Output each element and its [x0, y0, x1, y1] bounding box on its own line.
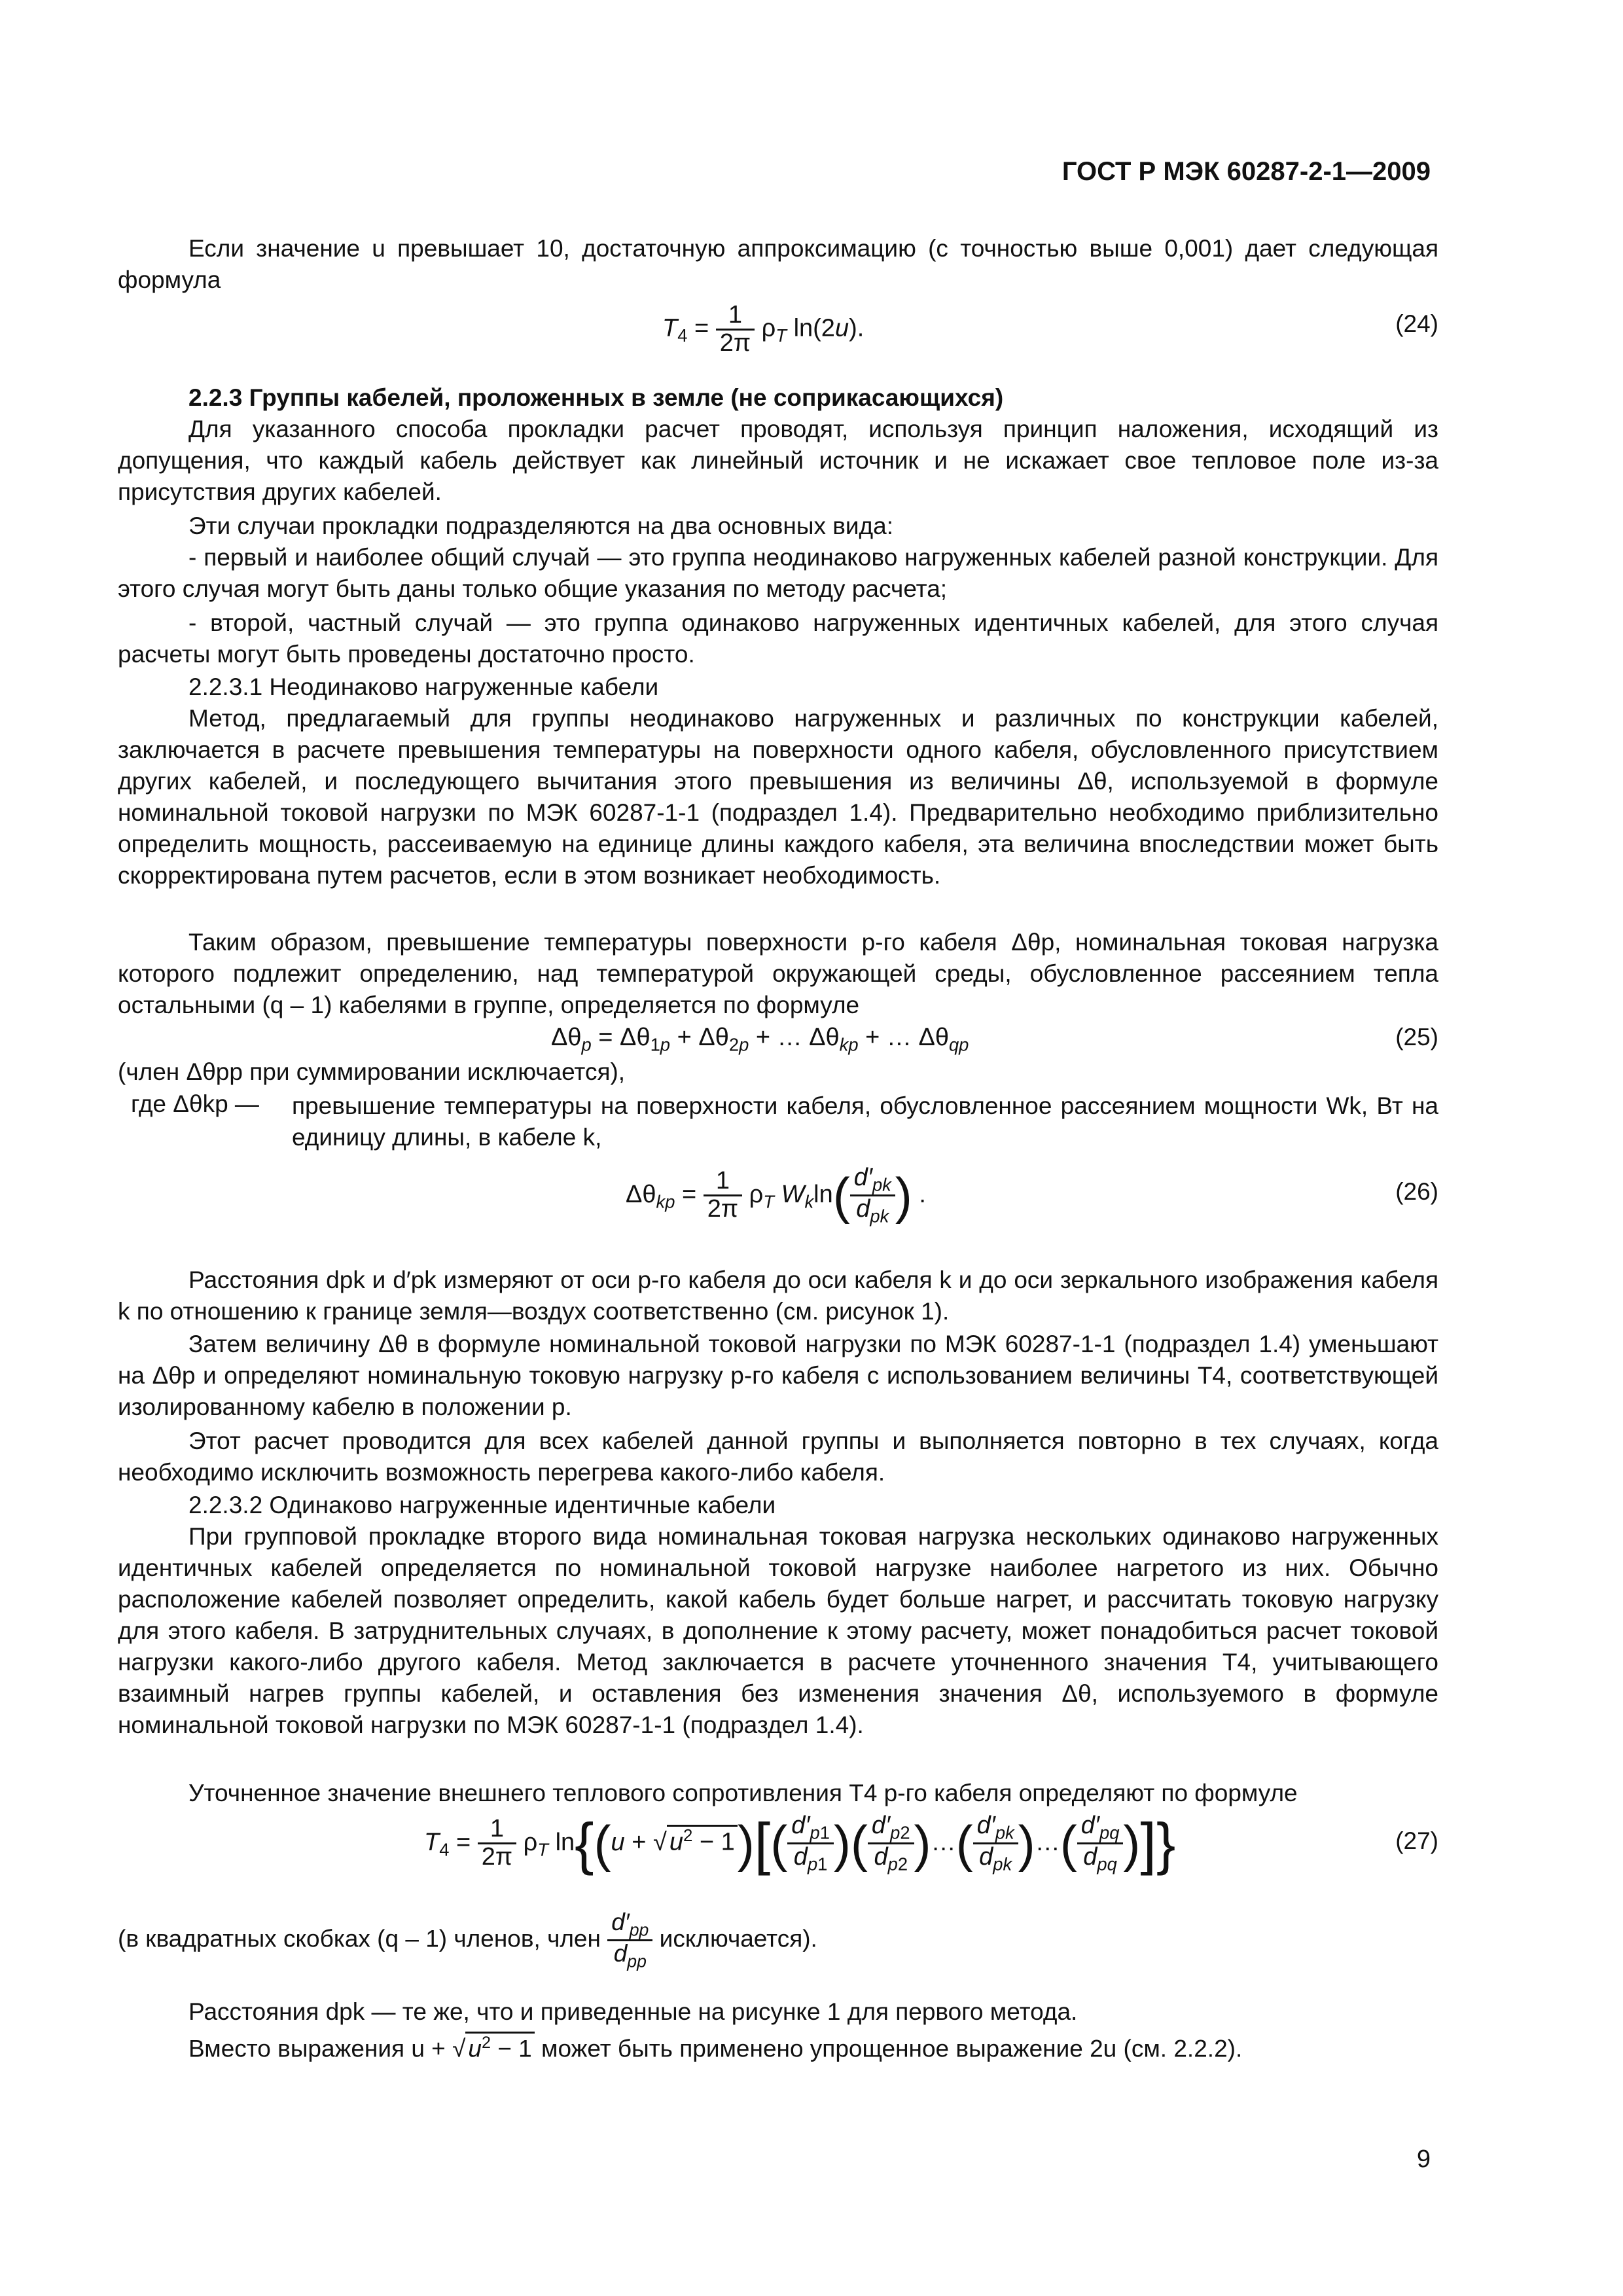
document-header: ГОСТ Р МЭК 60287-2-1—2009 [1061, 157, 1431, 186]
paragraph-simplified: Вместо выражения u + √ $u^2 - 1$ может быть применено упрощенное выражение 2u (см. 2.2.2). [188, 2032, 1242, 2062]
equation-number-26: (26) [1395, 1178, 1438, 1205]
brackets-note-end: исключается). [659, 1925, 817, 1952]
formula-26: $\Delta\theta_{kp}$ = $\frac{1}{2\pi}$ $\rho_T$ $W_k\ln$( $\frac{d'_{pk}}{d_{pk}}$ ) . [626, 1164, 926, 1227]
page-number: 9 [1416, 2145, 1431, 2173]
simplified-end: может быть применено упрощенное выражение 2u (см. 2.2.2). [541, 2035, 1243, 2062]
section-heading-2-2-3-2: 2.2.3.2 Одинаково нагруженные идентичные кабели [188, 1492, 776, 1518]
paragraph-repeat: Этот расчет проводится для всех кабелей данной группы и выполняется повторно в тех случаях, когда необходимо исключить возможность перегрева какого-либо кабеля. [118, 1427, 1438, 1486]
paragraph-member-excluded: (член Δθpp при суммировании исключается), [118, 1058, 626, 1085]
paragraph-distances-same: Расстояния dpk — те же, что и приведенные на рисунке 1 для первого метода. [188, 1998, 1078, 2025]
paragraph-case-1: - первый и наиболее общий случай — это группа неодинаково нагруженных кабелей разной конструкции. Для этого случая могут быть даны только общие указания по методу расчета; [118, 544, 1438, 602]
equation-number-24: (24) [1395, 310, 1438, 337]
paragraph-cases: Эти случаи прокладки подразделяются на два основных вида: [188, 512, 893, 539]
formula-27: $T_4$ = $\frac{1}{2\pi}$ $\rho_T$ ln{(u + √ $u^2 - 1$)[( $\frac{d'_{p1}}{d_{p1}}$ )( $\frac{d'_{p2}}{d_{p2}}$ )…( $\frac{d'_{pk}}{d_{pk}}$ )…( $\frac{d'_{pq}}{d_{pq}}$ )]} [424, 1810, 1176, 1876]
equation-number-25: (25) [1395, 1024, 1438, 1050]
paragraph-intro: Если значение u превышает 10, достаточную аппроксимацию (с точностью выше 0,001) дает следующая формула [118, 235, 1438, 293]
where-definition: превышение температуры на поверхности кабеля, обусловленное рассеянием мощности Wk, Вт на единицу длины, в кабеле k, [292, 1092, 1438, 1151]
paragraph-refined-value: Уточненное значение внешнего теплового сопротивления T4 p-го кабеля определяют по формуле [188, 1780, 1298, 1806]
paragraph-temperature-rise: Таким образом, превышение температуры поверхности p-го кабеля Δθp, номинальная токовая нагрузка которого подлежит определению, над температурой окружающей среды, обусловленное рассеянием тепла остальными (q – 1) кабелями в группе, определяется по формуле [118, 929, 1438, 1018]
paragraph-reduce: Затем величину Δθ в формуле номинальной токовой нагрузки по МЭК 60287-1-1 (подраздел 1.4) уменьшают на Δθp и определяют номинальную токовую нагрузку p-го кабеля с использованием величины T4, соответствующей изолированному кабелю в положении p. [118, 1331, 1438, 1420]
section-heading-2-2-3-1: 2.2.3.1 Неодинаково нагруженные кабели [188, 673, 659, 700]
where-label: где Δθkp — [131, 1090, 259, 1117]
formula-24: $T_4$ = $\frac{1}{2\pi}$ $\rho_T$ ln(2u). [662, 301, 865, 357]
simplified-start: Вместо выражения u + [188, 2035, 446, 2062]
paragraph-method: Метод, предлагаемый для группы неодинаково нагруженных и различных по конструкции кабелей, заключается в расчете превышения температуры на поверхности одного кабеля, обусловленного присутствием других кабелей, и последующего вычитания этого превышения из величины Δθ, используемой в формуле номинальной токовой нагрузки по МЭК 60287-1-1 (подраздел 1.4). Предварительно необходимо приблизительно определить мощность, рассеиваемую на единице длины каждого кабеля, эта величина впоследствии может быть скорректирована путем расчетов, если в этом возникает необходимость. [118, 705, 1438, 889]
section-heading-2-2-3: 2.2.3 Группы кабелей, проложенных в земле (не соприкасающихся) [188, 384, 1004, 411]
formula-25: $\Delta\theta_p = \Delta\theta_{1p} + \Delta\theta_{2p}$ + … $\Delta\theta_{kp}$ + … $\Delta\theta_{qp}$ [551, 1024, 969, 1055]
paragraph-group-identical: При групповой прокладке второго вида номинальная токовая нагрузка нескольких одинаково нагруженных идентичных кабелей определяется по номинальной токовой нагрузке наиболее нагретого из них. Обычно расположение кабелей позволяет определить, какой кабель будет больше нагрет, и рассчитать токовую нагрузку для этого кабеля. В затруднительных случаях, в дополнение к этому расчету, может понадобиться расчет токовой нагрузки какого-либо другого кабеля. Метод заключается в расчете уточненного значения T4, учитывающего взаимный нагрев группы кабелей, и оставления без изменения значения Δθ, используемого в формуле номинальной токовой нагрузки по МЭК 60287-1-1 (подраздел 1.4). [118, 1523, 1438, 1738]
brackets-note-start: (в квадратных скобках (q – 1) членов, член [118, 1925, 601, 1952]
equation-number-27: (27) [1395, 1827, 1438, 1854]
paragraph-brackets-note: (в квадратных скобках (q – 1) членов, член $\frac{d'_{pp}}{d_{pp}}$ исключается). [118, 1909, 817, 1971]
paragraph-distances: Расстояния dpk и d′pk измеряют от оси p-го кабеля до оси кабеля k и до оси зеркального изображения кабеля k по отношению к границе земля—воздух соответственно (см. рисунок 1). [118, 1266, 1438, 1325]
paragraph-superposition: Для указанного способа прокладки расчет проводят, используя принцип наложения, исходящий из допущения, что каждый кабель действует как линейный источник и не искажает свое тепловое поле из-за присутствия других кабелей. [118, 416, 1438, 505]
paragraph-case-2: - второй, частный случай — это группа одинаково нагруженных идентичных кабелей, для этого случая расчеты могут быть проведены достаточно просто. [118, 609, 1438, 668]
